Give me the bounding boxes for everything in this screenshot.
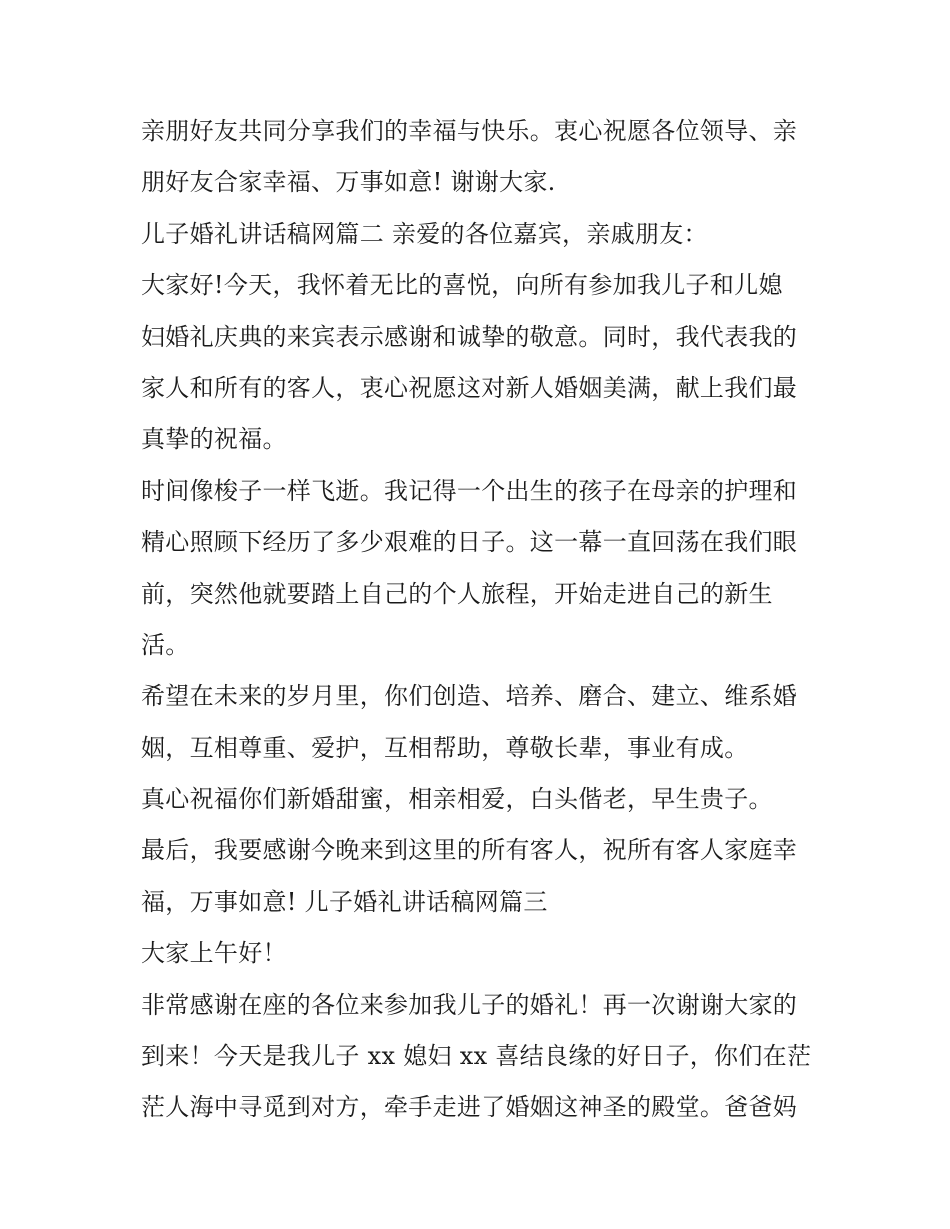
- text-line: 大家好!今天，我怀着无比的喜悦，向所有参加我儿子和儿媳: [141, 271, 783, 300]
- text-line: 朋好友合家幸福、万事如意! 谢谢大家.: [141, 168, 556, 197]
- text-line: 家人和所有的客人，衷心祝愿这对新人婚姻美满，献上我们最: [141, 373, 798, 402]
- text-line: 非常感谢在座的各位来参加我儿子的婚礼！再一次谢谢大家的: [141, 990, 798, 1019]
- document-body: [141, 106, 821, 1134]
- text-line: 最后，我要感谢今晚来到这里的所有客人，祝所有客人家庭幸: [141, 836, 798, 865]
- text-line: 到来！今天是我儿子 xx 媳妇 xx 喜结良缘的好日子，你们在茫: [141, 1042, 812, 1071]
- text-line: 真挚的祝福。: [141, 425, 287, 454]
- text-line: 时间像梭子一样飞逝。我记得一个出生的孩子在母亲的护理和: [141, 476, 798, 505]
- text-line: 姻，互相尊重、爱护，互相帮助，尊敬长辈，事业有成。: [141, 733, 749, 762]
- text-line: 希望在未来的岁月里，你们创造、培养、磨合、建立、维系婚: [141, 682, 798, 711]
- text-line: 福，万事如意! 儿子婚礼讲话稿网篇三: [141, 887, 548, 916]
- text-line: 亲朋好友共同分享我们的幸福与快乐。衷心祝愿各位领导、亲: [141, 117, 798, 145]
- text-line: 活。: [141, 630, 190, 659]
- text-line: 真心祝福你们新婚甜蜜，相亲相爱，白头偕老，早生贵子。: [141, 785, 773, 814]
- text-line: 儿子婚礼讲话稿网篇二 亲爱的各位嘉宾，亲戚朋友：: [141, 219, 708, 248]
- text-line: 前，突然他就要踏上自己的个人旅程，开始走进自己的新生: [141, 579, 773, 608]
- text-line: 精心照顾下经历了多少艰难的日子。这一幕一直回荡在我们眼: [141, 528, 798, 557]
- text-line: 妇婚礼庆典的来宾表示感谢和诚挚的敬意。同时，我代表我的: [141, 322, 798, 351]
- text-line: 茫人海中寻觅到对方，牵手走进了婚姻这神圣的殿堂。爸爸妈: [141, 1093, 798, 1122]
- text-line: 大家上午好！: [141, 939, 287, 968]
